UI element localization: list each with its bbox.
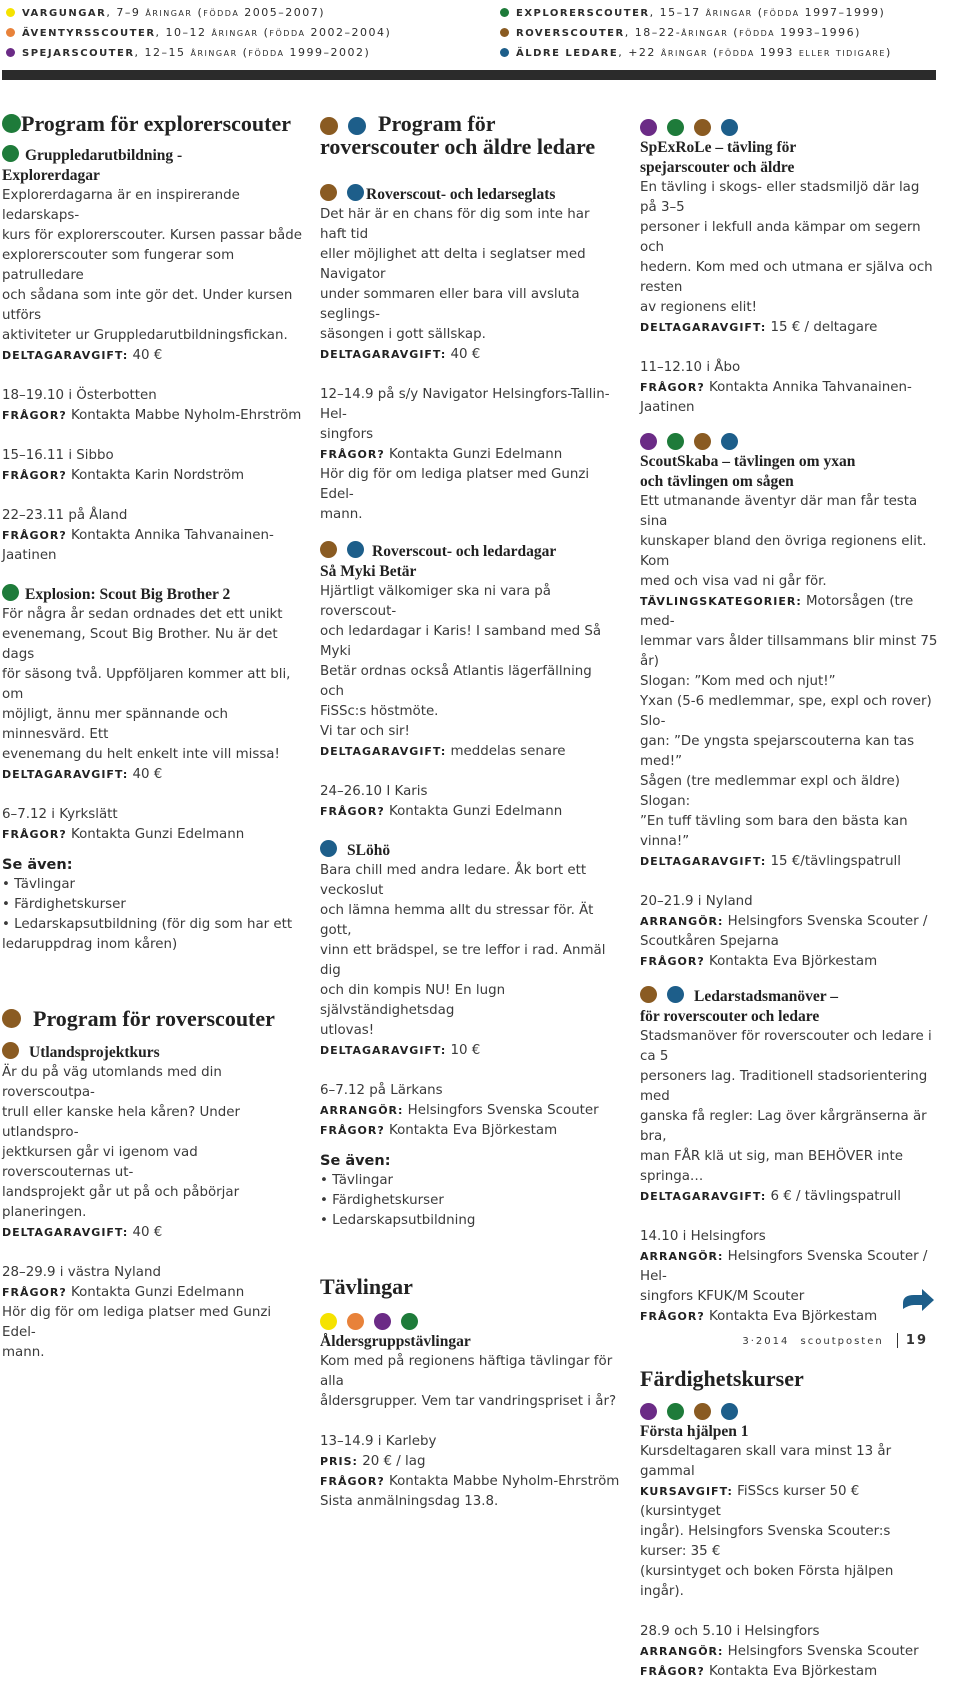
column-tavlingar-kurser [640,112,940,1682]
item-title-gruppledar: Gruppledarutbildning - Explorerdagar [2,147,183,184]
blue-dot-icon [348,117,366,135]
page-number: 19 [897,1333,928,1348]
slohö-text: Bara chill med andra ledare. Åk bort ett veckoslut och lämna hemma allt du stressar för. Ät gott, vinn ett brädspel, se tre leffor i rad. Anmäl dig och din kompis NU! En lugn självständighetsdag utlovas! [320,863,606,1038]
section-title-explorer: Program för explorerscouter [2,112,302,135]
age-dots [320,1310,620,1332]
legend-right [500,2,892,62]
blue-dot-icon [347,184,364,201]
purple-dot-icon [6,48,15,57]
blue-dot-icon [347,541,364,558]
section-heading-rover-ledare [320,112,620,135]
green-dot-icon [2,114,21,133]
section-title-fardighetskurser: Färdighetskurser [640,1366,804,1391]
right-arrow-icon[interactable] [900,1287,936,1313]
event-date: 12–14.9 på s/y Navigator Helsingfors-Tallin-Hel- singfors [320,387,610,442]
forsta-hjalpen-text: Kursdeltagaren skall vara minst 13 år gammal [640,1444,892,1479]
age-dots [640,1400,940,1422]
fee-line: DELTAGARAVGIFT: 10 € [320,1043,481,1058]
contact-line: FRÅGOR? Kontakta Gunzi Edelmann [320,804,563,819]
contact-line: FRÅGOR? Kontakta Gunzi Edelmann [2,827,245,842]
seglats-text: Det här är en chans för dig som inte har haft tid eller möjlighet att delta i seglatser med Navigator under sommaren eller bara vill avsluta seglings- säsongen i gott sällskap. [320,207,590,342]
age-dots [640,430,940,452]
contact-line: FRÅGOR? Kontakta Gunzi Edelmann [320,447,563,462]
event-date: 28.9 och 5.10 i Helsingfors [640,1624,820,1639]
event-date: 6–7.12 i Kyrkslätt [2,807,118,822]
event-date: 14.10 i Helsingfors [640,1229,766,1244]
see-also-list: • Tävlingar • Färdighetskurser • Ledarskapsutbildning (för dig som har ett ledaruppdrag inom kåren) [2,877,293,952]
green-dot-icon [500,8,509,17]
column-explorer-rover [2,112,302,1363]
green-dot-icon [2,145,19,162]
brown-dot-icon [320,184,337,201]
organizer-line: ARRANGÖR: Helsingfors Svenska Scouter [640,1644,919,1659]
section-title-tavlingar: Tävlingar [320,1274,413,1299]
item-title-scoutskaba: ScoutSkaba – tävlingen om yxan och tävlingen om sågen [640,453,856,490]
contact-line: FRÅGOR? Kontakta Annika Tahvanainen-Jaatinen [2,528,274,563]
item-title-ledarstadsmanover: Ledarstadsmanöver – för roverscouter och ledare [640,988,838,1025]
header-rule [2,70,936,80]
blue-dot-icon [721,1403,738,1420]
see-also-title: Se även: [320,1153,391,1169]
fee-line: DELTAGARAVGIFT: 15 € / deltagare [640,320,878,335]
section-title-rover-ledare-line2: roverscouter och äldre ledare [320,134,596,159]
legend-item-rover: ROVERSCOUTER, 18–22-åringar (födda 1993–1996) [500,22,892,42]
blue-dot-icon [320,840,337,857]
green-dot-icon [667,119,684,136]
purple-dot-icon [640,433,657,450]
purple-dot-icon [374,1313,391,1330]
contact-line: FRÅGOR? Kontakta Gunzi Edelmann [2,1285,245,1300]
fee-line: DELTAGARAVGIFT: 40 € [320,347,481,362]
organizer-line: ARRANGÖR: Helsingfors Svenska Scouter [320,1103,599,1118]
price-line: PRIS: 20 € / lag [320,1454,426,1469]
brown-dot-icon [2,1042,19,1059]
blue-dot-icon [667,986,684,1003]
event-date: 15–16.11 i Sibbo [2,448,114,463]
legend-item-spejar: SPEJARSCOUTER, 12–15 åringar (födda 1999–2002) [6,42,391,62]
green-dot-icon [2,584,19,601]
item-title-aldersgrupp: Åldersgruppstävlingar [320,1333,471,1350]
legend-item-vargungar: VARGUNGAR, 7–9 åringar (födda 2005–2007) [6,2,391,22]
see-also-list: • Tävlingar • Färdighetskurser • Ledarskapsutbildning [320,1173,476,1228]
event-date: 28–29.9 i västra Nyland [2,1265,161,1280]
brown-dot-icon [320,117,338,135]
magazine-name: scoutposten [800,1336,884,1347]
event-date: 11–12.10 i Åbo [640,360,741,375]
ledardagar-text: Hjärtligt välkomiger ska ni vara på roverscout- och ledardagar i Karis! I samband med Så Myki Betär ordnas också Atlantis lägerfällning och FiSSc:s höstmöte. Vi tar och sir! [320,584,602,739]
legend-item-aventyr: ÄVENTYRSSCOUTER, 10–12 åringar (födda 2002–2004) [6,22,391,42]
age-dots [640,116,940,138]
see-also-title: Se även: [2,857,73,873]
brown-dot-icon [694,119,711,136]
ledarstadsmanover-text: Stadsmanöver för roverscouter och ledare i ca 5 personers lag. Traditionell stadsorientering med ganska få regler: Lag över kårgränserna är bra, man FÅR klä ut sig, man BEHÖVER inte springa… [640,1029,932,1184]
section-title-rover: Program för roverscouter [2,1007,302,1030]
contact-line: FRÅGOR? Kontakta Eva Björkestam [320,1123,558,1138]
extra-note: Hör dig för om lediga platser med Gunzi Edel- mann. [320,467,590,522]
legend-left [6,2,391,62]
contact-line: FRÅGOR? Kontakta Karin Nordström [2,468,245,483]
age-legend [6,2,946,58]
contact-line: FRÅGOR? Kontakta Eva Björkestam [640,954,878,969]
item-title-forsta-hjalpen: Första hjälpen 1 [640,1423,749,1440]
purple-dot-icon [640,1403,657,1420]
explosion-text: För några år sedan ordnades det ett unikt evenemang, Scout Big Brother. Nu är det dags för säsong två. Uppföljaren kommer att bli, om möjligt, ännu mer spännande och minnesvärd. Ett evenemang du helt enkelt inte vill missa! [2,607,291,762]
fee-line: DELTAGARAVGIFT: 40 € [2,767,163,782]
orange-dot-icon [347,1313,364,1330]
item-title-ledardagar: Roverscout- och ledardagar Så Myki Betär [320,543,557,580]
brown-dot-icon [2,1009,21,1028]
issue-number: 3·2014 [742,1336,790,1347]
event-date: 20–21.9 i Nyland [640,894,753,909]
brown-dot-icon [500,28,509,37]
organizer-line: ARRANGÖR: Helsingfors Svenska Scouter / Scoutkåren Spejarna [640,914,928,949]
categories-text: TÄVLINGSKATEGORIER: Motorsågen (tre med- lemmar vars ålder tillsammans blir minst 75 år) Slogan: ”Kom med och njut!” Yxan (5-6 medlemmar, spe, expl och rover) Slo- gan: ”De yngsta spejarscouterna kan tas med!” Sågen (tre medlemmar expl och äldre) Slogan: ”En tuff tävling som bara den bästa kan vinna!” [640,594,938,849]
fee-line: DELTAGARAVGIFT: 6 € / tävlingspatrull [640,1189,901,1204]
legend-item-ledare: ÄLDRE LEDARE, +22 åringar (födda 1993 eller tidigare) [500,42,892,62]
blue-dot-icon [721,119,738,136]
item-title-spexrole: SpExRoLe – tävling för spejarscouter och äldre [640,139,797,176]
item-title-slohö: SLöhö [320,840,620,861]
section-title-rover-ledare-line1: Program för [378,111,496,136]
page-footer [742,1333,928,1348]
yellow-dot-icon [6,8,15,17]
column-rover-ledare [320,112,620,1512]
deadline-note: Sista anmälningsdag 13.8. [320,1494,499,1509]
fee-line: DELTAGARAVGIFT: 40 € [2,348,163,363]
item-title-seglats: Roverscout- och ledarseglats [320,184,620,205]
item-title-explosion: Explosion: Scout Big Brother 2 [2,584,302,605]
contact-line: FRÅGOR? Kontakta Eva Björkestam [640,1309,878,1324]
fee-line: DELTAGARAVGIFT: meddelas senare [320,744,566,759]
spexrole-text: En tävling i skogs- eller stadsmiljö där lag på 3–5 personer i lekfull anda kämpar om segern och hedern. Kom med och utmana er själva och resten av regionens elit! [640,180,933,315]
green-dot-icon [667,1403,684,1420]
event-date: 6–7.12 på Lärkans [320,1083,443,1098]
item-title-utlands: Utlandsprojektkurs [2,1042,302,1063]
orange-dot-icon [6,28,15,37]
contact-line: FRÅGOR? Kontakta Eva Björkestam [640,1664,878,1679]
event-date: 18–19.10 i Österbotten [2,388,157,403]
yellow-dot-icon [320,1313,337,1330]
fee-line: DELTAGARAVGIFT: 40 € [2,1225,163,1240]
blue-dot-icon [721,433,738,450]
green-dot-icon [401,1313,418,1330]
gruppledar-text: Explorerdagarna är en inspirerande ledarskaps- kurs för explorerscouter. Kursen passar både explorerscouter som fungerar som patrulledare och sådana som inte gör det. Under kursen utförs aktiviteter ur Gruppledarutbildningsfickan. [2,188,302,343]
scoutskaba-text: Ett utmanande äventyr där man får testa sina kunskaper bland den övriga regionens elit. Kom med och visa vad ni går för. [640,494,927,589]
brown-dot-icon [640,986,657,1003]
utlands-text: Är du på väg utomlands med din roverscoutpa- trull eller kanske hela kåren? Under utlandspro- jektkursen går vi igenom vad roverscouternas ut- landsprojekt går ut på och påbörjar planeringen. [2,1065,241,1220]
course-fee-line: KURSAVGIFT: FiSScs kurser 50 € (kursintyget ingår). Helsingfors Svenska Scouter:s kurser: 35 € (kursintyget och boken Första hjälpen ingår). [640,1484,894,1599]
contact-line: FRÅGOR? Kontakta Mabbe Nyholm-Ehrström [2,408,302,423]
green-dot-icon [667,433,684,450]
blue-dot-icon [500,48,509,57]
legend-item-explorer: EXPLORERSCOUTER, 15–17 åringar (födda 1997–1999) [500,2,892,22]
extra-note: Hör dig för om lediga platser med Gunzi Edel- mann. [2,1305,272,1360]
event-date: 13–14.9 i Karleby [320,1434,437,1449]
organizer-line: ARRANGÖR: Helsingfors Svenska Scouter / Hel- singfors KFUK/M Scouter [640,1249,928,1304]
brown-dot-icon [320,541,337,558]
fee-line: DELTAGARAVGIFT: 15 €/tävlingspatrull [640,854,901,869]
contact-line: FRÅGOR? Kontakta Mabbe Nyholm-Ehrström [320,1474,620,1489]
brown-dot-icon [694,1403,711,1420]
contact-line: FRÅGOR? Kontakta Annika Tahvanainen-Jaatinen [640,380,912,415]
purple-dot-icon [640,119,657,136]
event-date: 24–26.10 I Karis [320,784,428,799]
brown-dot-icon [694,433,711,450]
aldersgrupp-text: Kom med på regionens häftiga tävlingar för alla åldersgrupper. Vem tar vandringspriset i år? [320,1354,617,1409]
event-date: 22–23.11 på Åland [2,508,128,523]
